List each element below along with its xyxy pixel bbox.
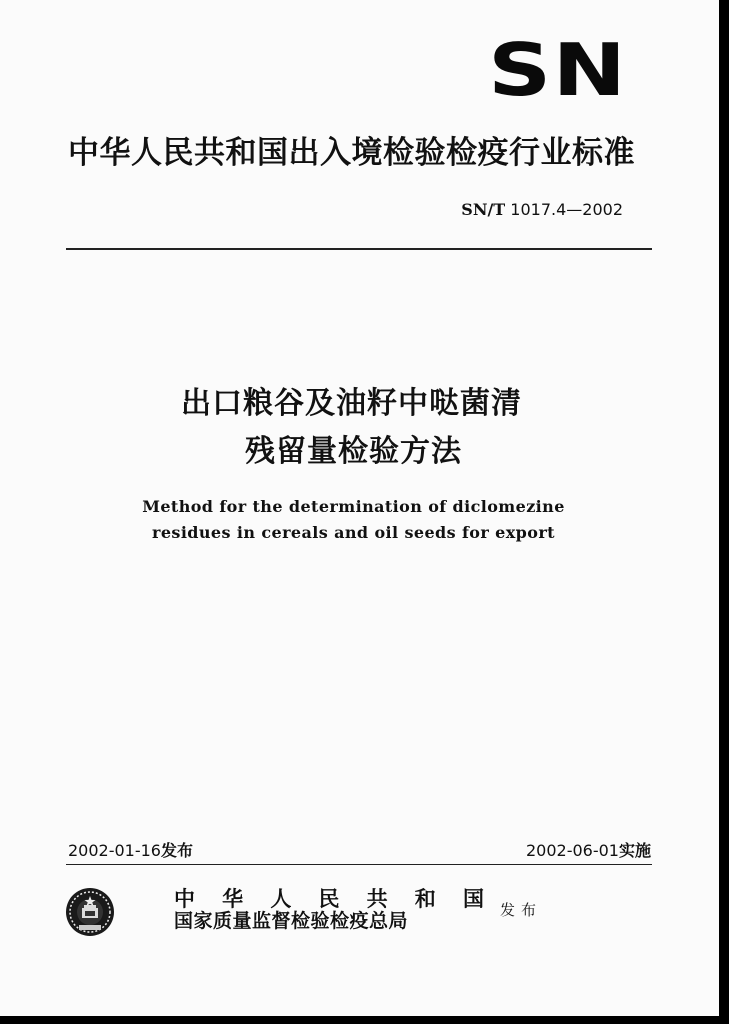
top-divider <box>66 248 652 250</box>
title-zh-line1: 出口粮谷及油籽中哒菌清 <box>181 386 522 421</box>
org-char: 华 <box>222 886 244 911</box>
org-char: 共 <box>366 886 388 911</box>
org-char: 和 <box>414 886 436 911</box>
title-zh-line2: 残留量检验方法 <box>245 434 462 469</box>
standard-code-number: 1017.4—2002 <box>510 200 623 219</box>
implement-date <box>526 840 651 862</box>
sn-logo: SN <box>488 28 628 112</box>
standard-code-prefix: SN/T <box>461 200 506 219</box>
org-char: 中 <box>174 886 195 911</box>
national-emblem-icon <box>64 886 116 938</box>
issue-date-value: 2002-01-16 <box>68 841 161 860</box>
org-char: 人 <box>270 886 292 911</box>
standard-code <box>461 200 623 220</box>
implement-date-value: 2002-06-01 <box>526 841 619 860</box>
bottom-divider <box>66 864 652 865</box>
issue-date-label: 发布 <box>160 841 193 860</box>
issuing-country <box>174 887 484 911</box>
publish-label: 发布 <box>500 901 543 919</box>
org-char: 国 <box>462 886 484 911</box>
industry-standard-heading: 中华人民共和国出入境检验检疫行业标准 <box>68 135 635 171</box>
title-en-line1: Method for the determination of diclomezine <box>142 497 565 516</box>
org-char: 民 <box>318 886 340 911</box>
issue-date <box>68 840 193 862</box>
implement-date-label: 实施 <box>618 841 651 860</box>
title-en-line2: residues in cereals and oil seeds for export <box>152 523 555 542</box>
issuing-authority: 国家质量监督检验检疫总局 <box>174 910 409 932</box>
